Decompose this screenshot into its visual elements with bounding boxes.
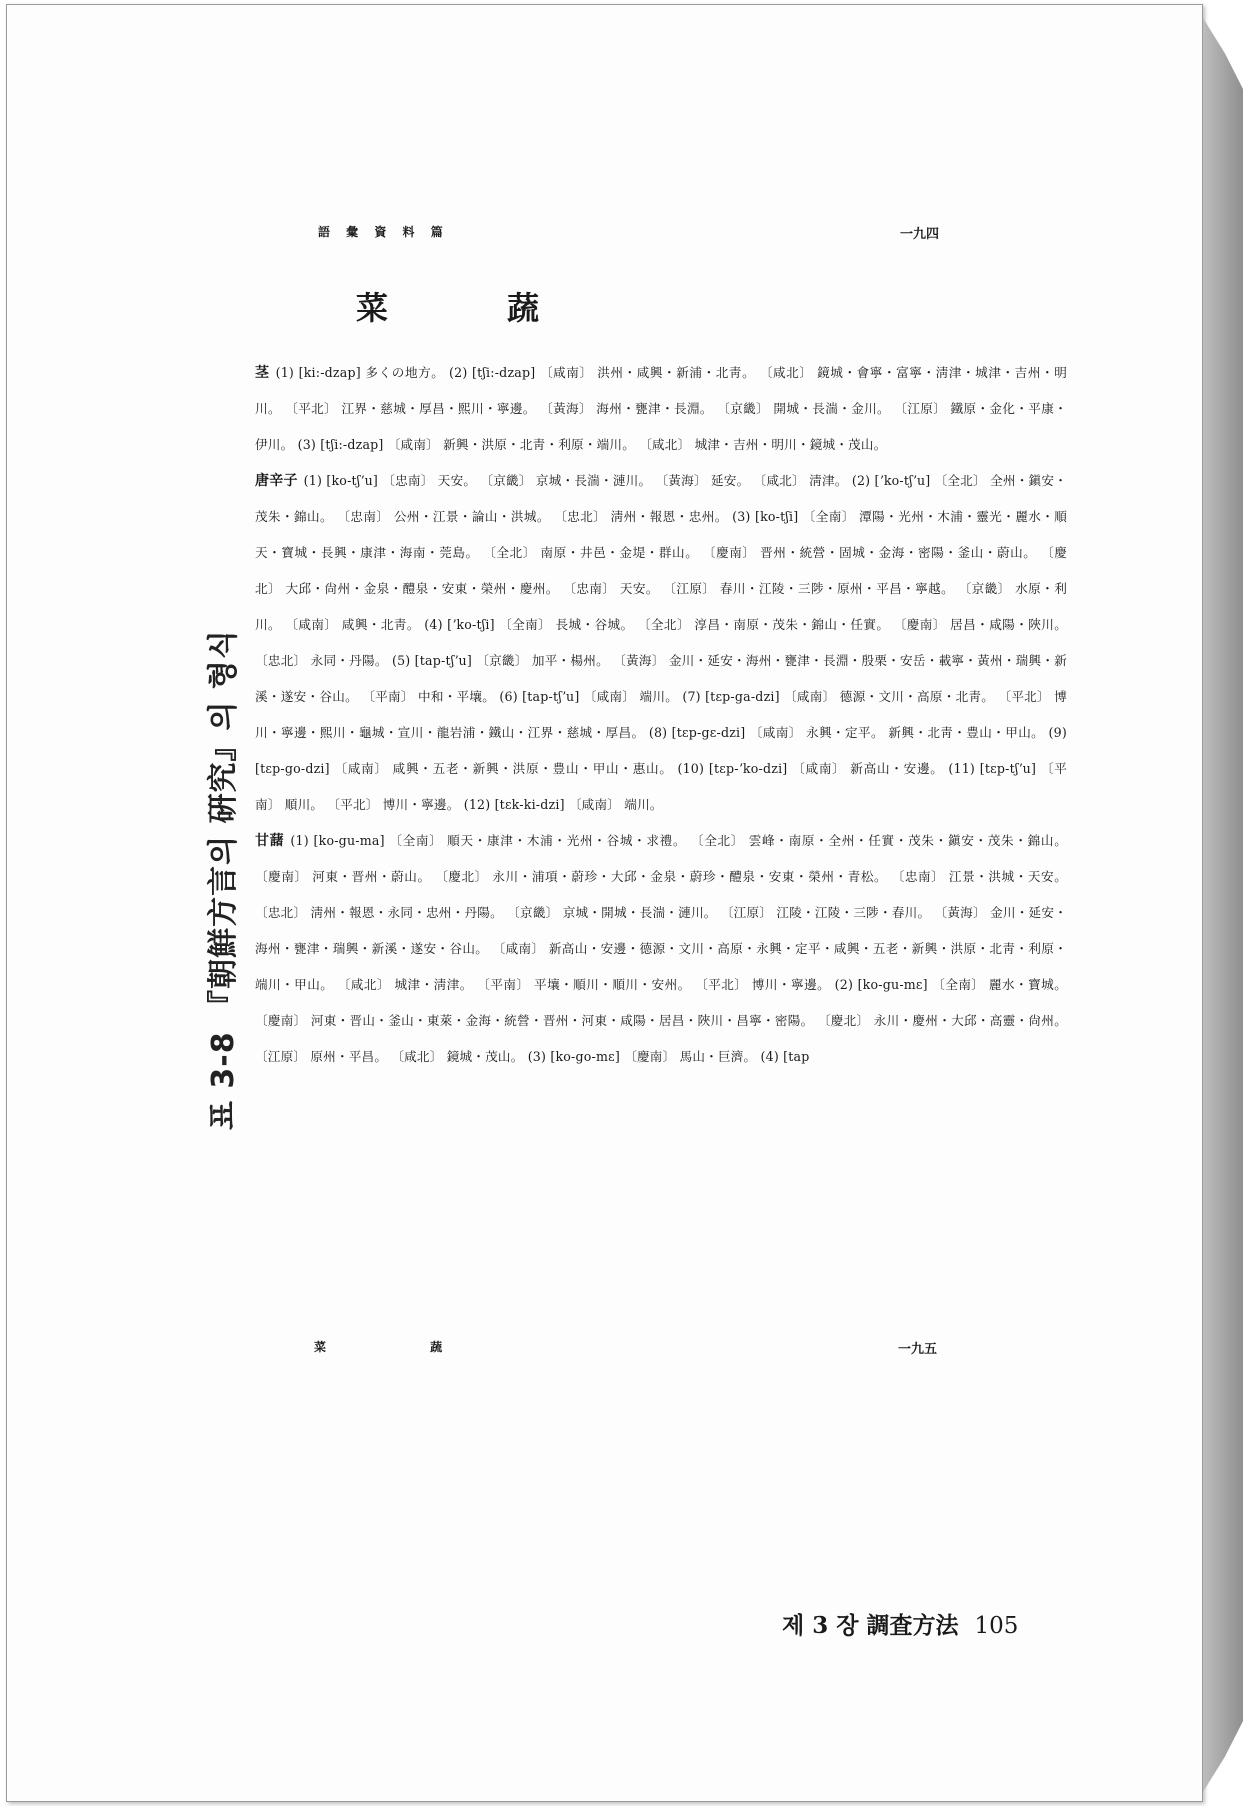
page-footer xyxy=(782,1607,1018,1640)
entry-text: (1) [ki:-dzap] 多くの地方。 (2) [tʃi:-dzap] 〔咸南〕 洪州・咸興・新浦・北靑。 〔咸北〕 鏡城・會寧・富寧・淸津・城津・吉州・明川。 〔平北〕 江界・慈城・厚昌・熙川・寧邊。 〔黃海〕 海州・甕津・長淵。 〔京畿〕 開城・長湍・金川。 〔江原〕 鐵原・金化・平康・伊川。 (3) [tʃi:-dzap] 〔咸南〕 新興・洪原・北靑・利原・端川。 〔咸北〕 城津・吉州・明川・鏡城・茂山。 xyxy=(255,365,1067,452)
entry-lemma: 茎 xyxy=(255,365,270,381)
dictionary-entries xyxy=(255,355,1067,1075)
entry-lemma: 甘藷 xyxy=(255,833,285,849)
entry xyxy=(255,355,1067,463)
entry-text: (1) [ko-gu-ma] 〔全南〕 順天・康津・木浦・光州・谷城・求禮。 〔全北〕 雲峰・南原・全州・任實・茂朱・鎭安・茂朱・錦山。 〔慶南〕 河東・晋州・蔚山。 〔慶北〕 永川・浦項・蔚珍・大邱・金泉・蔚珍・醴泉・安東・榮州・青松。 〔忠南〕 江景・洪城・天安。 〔忠北〕 淸州・報恩・永同・忠州・丹陽。 〔京畿〕 京城・開城・長湍・漣川。 〔江原〕 江陵・江陵・三陟・春川。 〔黃海〕 金川・延安・海州・甕津・瑞興・新溪・遂安・谷山。 〔咸南〕 新高山・安邊・德源・文川・高原・永興・定平・咸興・五老・新興・洪原・北靑・利原・端川・甲山。 〔咸北〕 城津・淸津。 〔平南〕 平壤・順川・順川・安州。 〔平北〕 博川・寧邊。 (2) [ko-gu-mɛ] 〔全南〕 麗水・寶城。 〔慶南〕 河東・晋山・釜山・東萊・金海・統營・晋州・河東・咸陽・居昌・陜川・昌寧・密陽。 〔慶北〕 永川・慶州・大邱・高靈・尙州。 〔江原〕 原州・平昌。 〔咸北〕 鏡城・茂山。 (3) [ko-go-mɛ] 〔慶南〕 馬山・巨濟。 (4) [tap xyxy=(255,833,1067,1064)
entry-text: (1) [ko-tʃʼu] 〔忠南〕 天安。 〔京畿〕 京城・長湍・漣川。 〔黃海〕 延安。 〔咸北〕 淸津。 (2) [ʼko-tʃʼu] 〔全北〕 全州・鎭安・茂朱・錦山。 〔忠南〕 公州・江景・論山・洪城。 〔忠北〕 淸州・報恩・忠州。 (3) [ko-tʃi] 〔全南〕 潭陽・光州・木浦・靈光・麗水・順天・寶城・長興・康津・海南・莞島。 〔全北〕 南原・井邑・金堤・群山。 〔慶南〕 晋州・統營・固城・金海・密陽・釜山・蔚山。 〔慶北〕 大邱・尙州・金泉・醴泉・安東・榮州・慶州。 〔忠南〕 天安。 〔江原〕 春川・江陵・三陟・原州・平昌・寧越。 〔京畿〕 水原・利川。 〔咸南〕 咸興・北靑。 (4) [ʼko-tʃi] 〔全南〕 長城・谷城。 〔全北〕 淳昌・南原・茂朱・錦山・任實。 〔慶南〕 居昌・咸陽・陜川。 〔忠北〕 永同・丹陽。 (5) [tap-tʃʼu] 〔京畿〕 加平・楊州。 〔黃海〕 金川・延安・海州・甕津・長淵・殷栗・安岳・載寧・黃州・瑞興・新溪・遂安・谷山。 〔平南〕 中和・平壤。 (6) [tap-tʃʼu] 〔咸南〕 端川。 (7) [tɛp-ga-dzi] 〔咸南〕 德源・文川・高原・北靑。 〔平北〕 博川・寧邊・熙川・龜城・宣川・龍岩浦・鐵山・江界・慈城・厚昌。 (8) [tɛp-gɛ-dzi] 〔咸南〕 永興・定平。 新興・北靑・豊山・甲山。 (9) [tɛp-go-dzi] 〔咸南〕 咸興・五老・新興・洪原・豊山・甲山・惠山。 (10) [tɛp-ʼko-dzi] 〔咸南〕 新高山・安邊。 (11) [tɛp-tʃʼu] 〔平南〕 順川。 〔平北〕 博川・寧邊。 (12) [tɛk-ki-dzi] 〔咸南〕 端川。 xyxy=(255,473,1067,812)
table-caption: 표 3-8 『朝鮮方言의 硏究』의 형식 xyxy=(206,629,241,1130)
running-foot-right: 一九五 xyxy=(898,1342,938,1357)
section-title: 菜 蔬 xyxy=(356,289,594,327)
entry-lemma: 唐辛子 xyxy=(255,473,298,489)
chapter-title: 제 3 장 調査方法 xyxy=(782,1612,959,1639)
running-head-left: 語 彙 資 料 篇 xyxy=(318,225,449,239)
entry xyxy=(255,463,1067,823)
running-foot-left: 菜 蔬 xyxy=(314,1340,493,1354)
entry xyxy=(255,823,1067,1075)
running-head-right: 一九四 xyxy=(900,227,940,242)
page-number: 105 xyxy=(974,1613,1019,1639)
page-edge xyxy=(1203,18,1243,1792)
